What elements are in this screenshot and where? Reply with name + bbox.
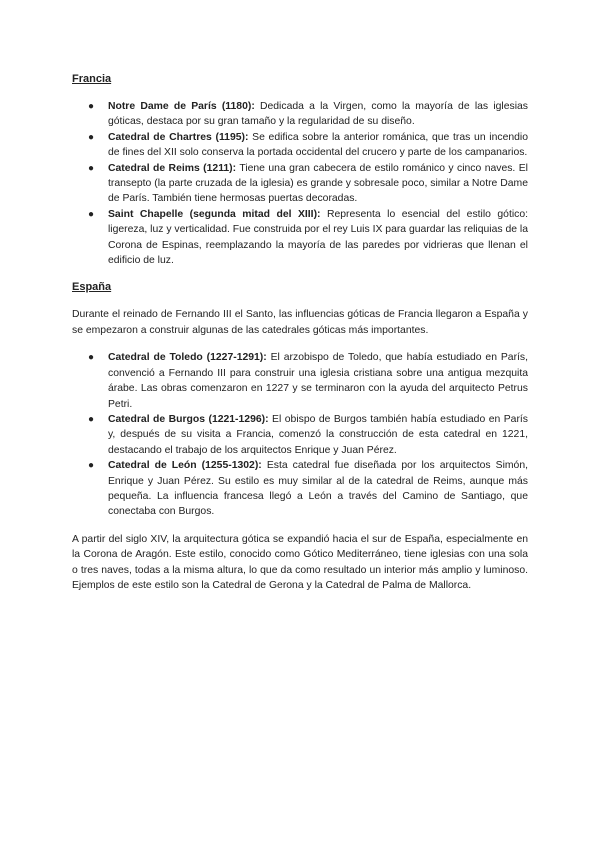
item-text: Se edifica sobre la anterior románica, que tras un incendio de fines del XII solo conserva la portada occidental del crucero y parte de los campanarios. xyxy=(108,131,528,159)
item-title: Catedral de Reims (1211): xyxy=(108,162,237,174)
bullet-icon: ● xyxy=(88,162,95,174)
item-title: Catedral de León (1255-1302): xyxy=(108,460,262,472)
item-text: El arzobispo de Toledo, que había estudiado en París, convenció a Fernando III para construir una iglesia cristiana sobre una antigua mezquita árabe. Las obras comenzaron en 1227 y se terminaron con la ayuda del arquitecto Petrus Petri. xyxy=(108,352,529,410)
heading-francia: Francia xyxy=(72,73,112,85)
item-title: Notre Dame de París (1180): xyxy=(108,101,255,112)
item-text: Dedicada a la Virgen, como la mayoría de las iglesias góticas, destaca por su gran tamaño y la regularidad de su diseño. xyxy=(108,101,528,128)
bullet-icon: ● xyxy=(88,460,95,472)
list-item xyxy=(88,161,528,207)
list-item xyxy=(88,99,528,130)
item-text: Representa lo esencial del estilo gótico: ligereza, luz y verticalidad. Fue construida por el rey Luis IX para guardar las reliquias de la Corona de Espinas, reemplazando la mayoría de las paredes por vidrieras que llenan el edificio de luz. xyxy=(108,208,529,267)
item-title: Catedral de Toledo (1227-1291): xyxy=(108,352,267,364)
francia-list xyxy=(72,99,528,268)
list-item xyxy=(88,458,528,520)
bullet-icon: ● xyxy=(88,208,95,220)
list-item xyxy=(88,350,529,412)
espana-intro: Durante el reinado de Fernando III el Santo, las influencias góticas de Francia llegaron a España y se empezaron a construir algunas de las catedrales góticas más importantes. xyxy=(72,309,528,336)
item-text: Esta catedral fue diseñada por los arquitectos Simón, Enrique y Juan Pérez. Su estilo es muy similar al de la catedral de Reims, aunque más pequeña. La influencia francesa llegó a León a través del Camino de Santiago, que conectaba con Burgos. xyxy=(108,460,528,518)
item-text: Tiene una gran cabecera de estilo románico y cinco naves. El transepto (la parte cruzada de la iglesia) es grande y sobresale poco, similar a Notre Dame de París. También tiene hermosas puertas decoradas. xyxy=(108,162,528,205)
espana-closing: A partir del siglo XIV, la arquitectura gótica se expandió hacia el sur de España, especialmente en la Corona de Aragón. Este estilo, conocido como Gótico Mediterráneo, tiene iglesias con una sola o tres naves, todas a la misma altura, lo que da como resultado un interior más amplio y luminoso. Ejemplos de este estilo son la Catedral de Gerona y la Catedral de Palma de Mallorca. xyxy=(72,533,528,591)
list-item xyxy=(88,412,528,458)
list-item xyxy=(88,207,529,269)
bullet-icon: ● xyxy=(88,131,95,143)
bullet-icon: ● xyxy=(88,352,95,364)
item-title: Catedral de Burgos (1221-1296): xyxy=(108,413,269,425)
bullet-icon: ● xyxy=(88,101,95,112)
item-title: Catedral de Chartres (1195): xyxy=(108,131,249,143)
espana-list xyxy=(72,350,528,519)
bullet-icon: ● xyxy=(88,413,95,425)
item-title: Saint Chapelle (segunda mitad del XIII): xyxy=(108,208,321,220)
heading-espana: España xyxy=(72,281,112,294)
item-text: El obispo de Burgos también había estudiado en París y, después de su visita a Francia, comenzó la construcción de esta catedral en 1221, destacando el trabajo de los arquitectos Enrique y Juan Pérez. xyxy=(108,413,528,456)
list-item xyxy=(88,130,528,161)
